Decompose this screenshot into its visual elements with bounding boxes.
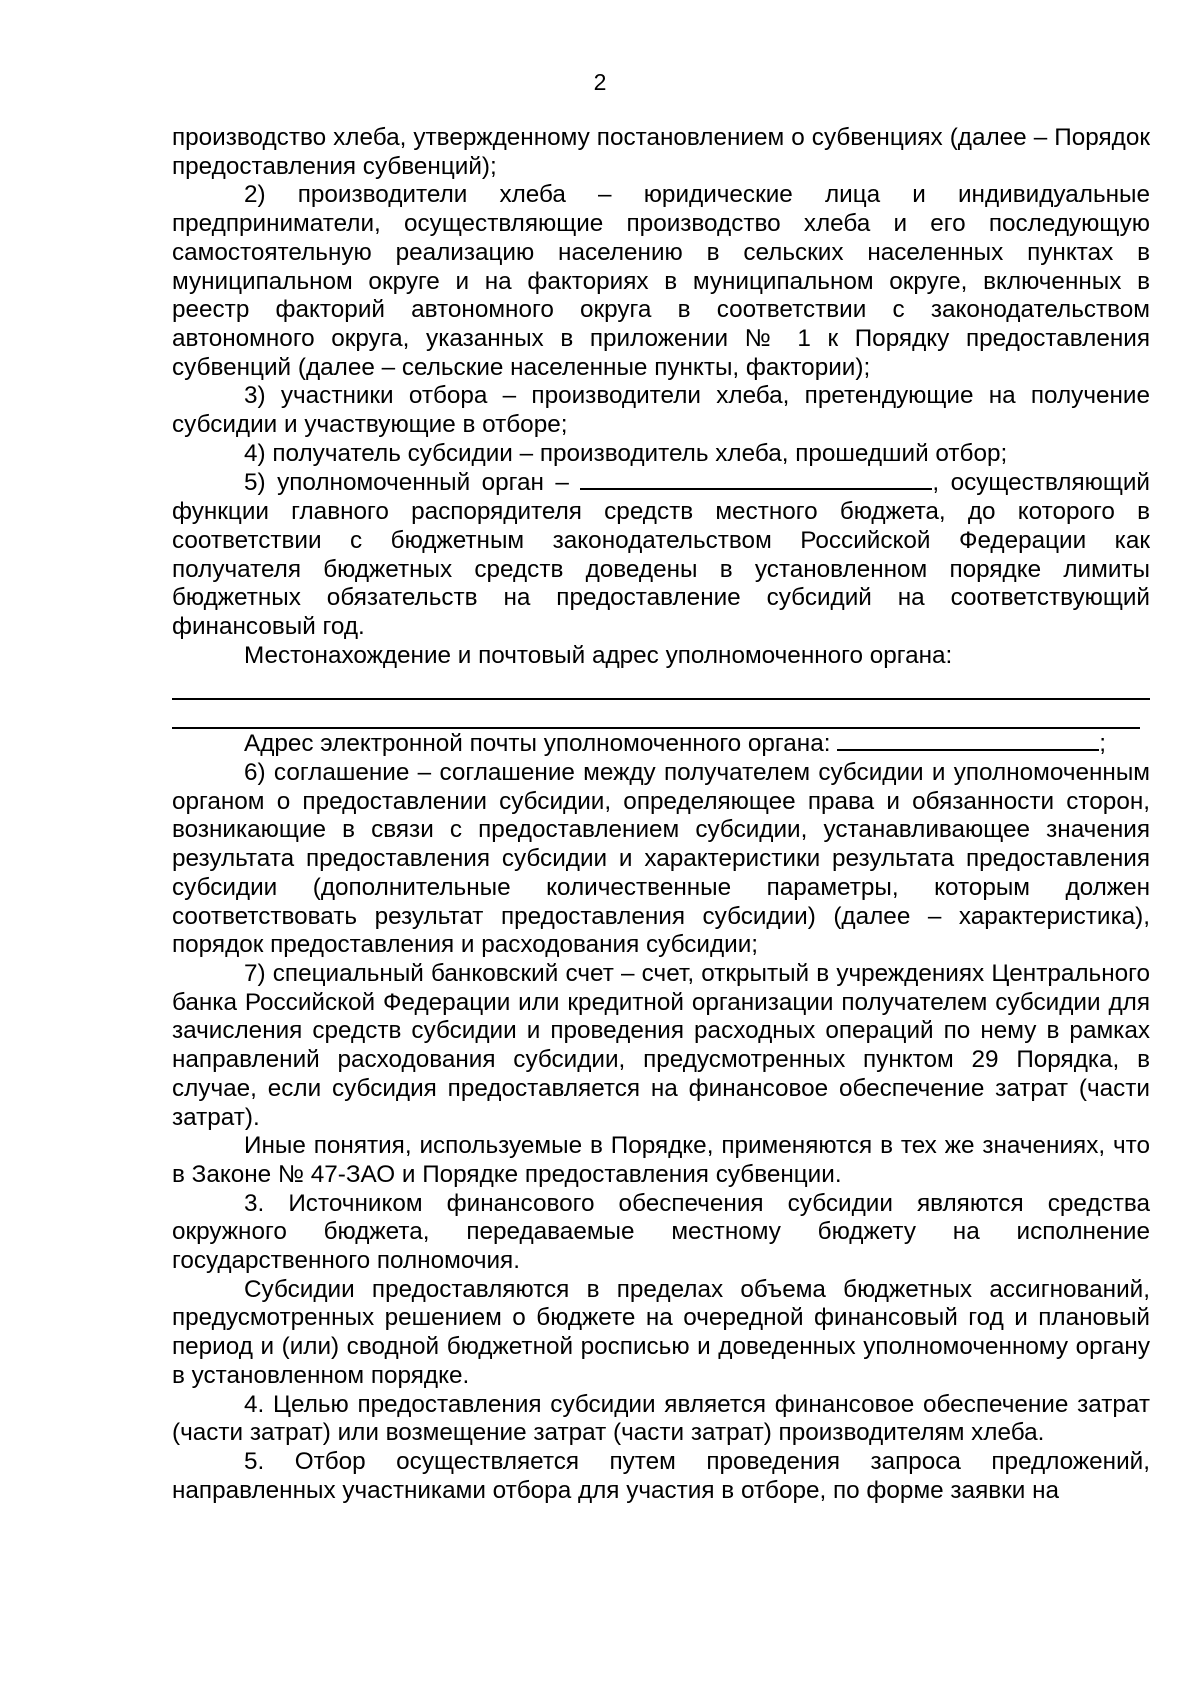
clause-5-selection: 5. Отбор осуществляется путем проведения запроса предложений, направленных участниками отбора для участия в отборе, по форме заявки на — [172, 1447, 1150, 1504]
email-address-blank — [837, 729, 1099, 751]
clause-4-purpose: 4. Целью предоставления субсидии является финансовое обеспечение затрат (части затрат) или возмещение затрат (части затрат) производителям хлеба. — [172, 1390, 1150, 1447]
other-terms-paragraph: Иные понятия, используемые в Порядке, применяются в тех же значениях, что в Законе № 47-ЗАО и Порядке предоставления субвенции. — [172, 1132, 1150, 1188]
authorized-body-blank — [580, 468, 932, 490]
definition-4-subsidy-recipient: 4) получатель субсидии – производитель хлеба, прошедший отбор; — [244, 439, 1008, 467]
paragraph-continuation: производство хлеба, утвержденному постановлением о субвенциях (далее – Порядок предоставления субвенций); — [172, 124, 1150, 180]
definition-6-agreement: 6) соглашение – соглашение между получателем субсидии и уполномоченным органом о предоставлении субсидии, определяющее права и обязанности сторон, возникающие в связи с предоставлением субсидии, устанавливающее значения результата предоставления субсидии и характеристики результата предоставления субсидии (дополнительные количественные параметры, которым должен соответствовать результат предоставления субсидии) (далее – характеристика), порядок предоставления и расходования субсидии; — [172, 759, 1150, 959]
document-body — [172, 124, 1150, 1505]
definition-5-start: 5) уполномоченный орган – — [244, 469, 569, 497]
clause-3-funding-source: 3. Источником финансового обеспечения субсидии являются средства окружного бюджета, передаваемые местному бюджету на исполнение государственного полномочия. — [172, 1189, 1150, 1275]
definition-5-comma: , — [932, 469, 940, 497]
definition-5-rest: осуществляющий функции главного распорядителя средств местного бюджета, до которого в соответствии с бюджетным законодательством Российской Федерации как получателя бюджетных средств доведены в установленном порядке лимиты бюджетных обязательств на предоставление субсидий на соответствующий финансовый год. — [172, 469, 1150, 640]
subsidies-limits-paragraph: Субсидии предоставляются в пределах объема бюджетных ассигнований, предусмотренных решением о бюджете на очередной финансовый год и плановый период и (или) сводной бюджетной росписью и доведенных уполномоченному органу в установленном порядке. — [172, 1275, 1150, 1389]
email-address-label — [172, 729, 1150, 759]
definition-3-selection-participants: 3) участники отбора – производители хлеба, претендующие на получение субсидии и участвующие в отборе; — [172, 382, 1150, 439]
definition-2-bread-producers: 2) производители хлеба – юридические лица и индивидуальные предприниматели, осуществляющие производство хлеба и его последующую самостоятельную реализацию населению в сельских населенных пунктах в муниципальном округе и на факториях в муниципальном округе, включенных в реестр факторий автономного округа в соответствии с законодательством автономного округа, указанных в приложении № 1 к Порядку предоставления субвенций (далее – сельские населенные пункты, фактории); — [172, 181, 1150, 381]
definition-5-authorized-body — [172, 468, 1150, 641]
location-address-blank-line-1 — [172, 671, 1150, 700]
email-label-end: ; — [1099, 730, 1106, 758]
page-number: 2 — [593, 69, 607, 95]
location-address-label: Местонахождение и почтовый адрес уполномоченного органа: — [244, 641, 953, 669]
email-label-text: Адрес электронной почты уполномоченного органа: — [244, 730, 831, 758]
location-address-blank-line-2 — [172, 700, 1140, 729]
definition-7-special-bank-account: 7) специальный банковский счет – счет, открытый в учреждениях Центрального банка Российской Федерации или кредитной организации получателем субсидии для зачисления средств субсидии и проведения расходных операций по нему в рамках направлений расходования субсидии, предусмотренных пунктом 29 Порядка, в случае, если субсидия предоставляется на финансовое обеспечение затрат (части затрат). — [172, 959, 1150, 1131]
